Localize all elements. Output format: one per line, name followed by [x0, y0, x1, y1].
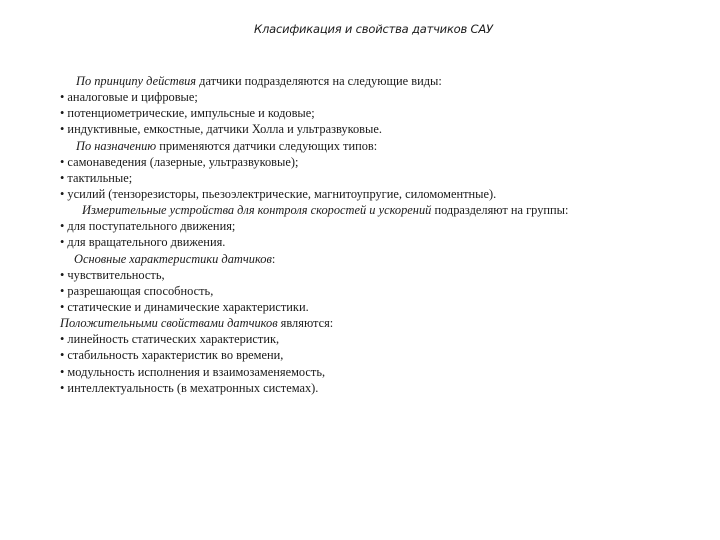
section-5-item: • стабильность характеристик во времени, — [60, 348, 284, 363]
section-1-intro-italic: По принципу действия — [76, 74, 197, 88]
section-1-item: • потенциометрические, импульсные и кодовые; — [60, 106, 315, 121]
section-3-intro — [60, 202, 710, 218]
section-2-intro — [60, 138, 710, 154]
section-1-intro — [60, 73, 710, 89]
section-4-item: • статические и динамические характеристики. — [60, 299, 309, 314]
section-5-item: • модульность исполнения и взаимозаменяемость, — [60, 364, 326, 379]
section-2-item: • тактильные; — [60, 170, 133, 185]
section-3-intro-italic: Измерительные устройства для контроля скоростей и ускорений — [82, 203, 432, 218]
slide-body — [60, 73, 710, 396]
section-4-intro-text: : — [271, 251, 276, 266]
section-1-intro-text: датчики подразделяются на следующие виды: — [196, 74, 442, 88]
section-5-intro-italic: Положительными свойствами датчиков — [60, 316, 278, 331]
section-2-item: • самонаведения (лазерные, ультразвуковые); — [60, 154, 299, 169]
section-5-item: • линейность статических характеристик, — [60, 332, 280, 347]
section-5-intro — [60, 315, 710, 331]
section-3-intro-text: подразделяют на группы: — [431, 203, 569, 218]
section-3-item: • для поступательного движения; — [60, 219, 236, 234]
section-2-intro-italic: По назначению — [76, 138, 157, 153]
section-1-item: • индуктивные, емкостные, датчики Холла и ультразвуковые. — [60, 122, 382, 137]
section-5-item: • интеллектуальность (в мехатронных системах). — [60, 380, 319, 395]
section-4-item: • чувствительность, — [60, 267, 165, 282]
section-4-item: • разрешающая способность, — [60, 283, 214, 298]
section-2-intro-text: применяются датчики следующих типов: — [156, 138, 378, 153]
slide-title: Класификация и свойства датчиков САУ — [254, 22, 493, 36]
section-5-intro-text: являются: — [277, 316, 334, 331]
section-1-item: • аналоговые и цифровые; — [60, 90, 198, 105]
section-4-intro-italic: Основные характеристики датчиков — [74, 251, 272, 266]
section-2-item: • усилий (тензорезисторы, пьезоэлектрические, магнитоупругие, силомоментные). — [60, 186, 497, 201]
section-4-intro — [60, 251, 710, 267]
section-3-item: • для вращательного движения. — [60, 235, 226, 250]
